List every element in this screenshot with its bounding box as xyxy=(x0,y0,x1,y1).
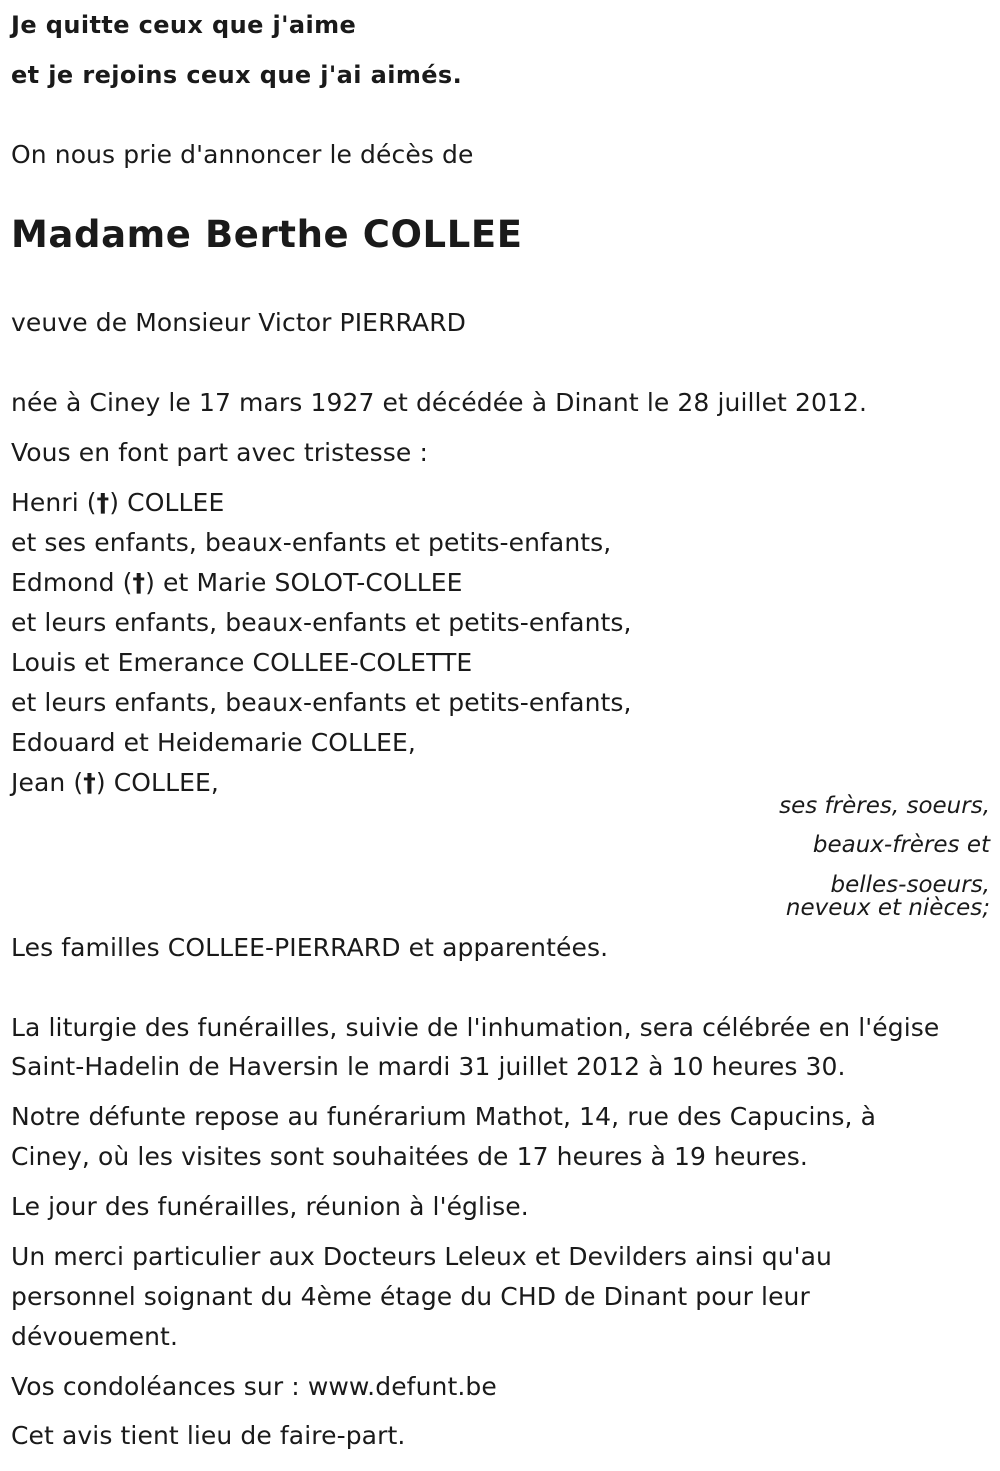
family-line-5: Louis et Emerance COLLEE-COLETTE xyxy=(11,648,473,677)
announcement-intro: On nous prie d'annoncer le décès de xyxy=(11,140,474,169)
epigraph-line-2: et je rejoins ceux que j'ai aimés. xyxy=(11,61,463,89)
liturgy-line-2: Saint-Hadelin de Haversin le mardi 31 juillet 2012 à 10 heures 30. xyxy=(11,1052,846,1081)
thanks-line-3: dévouement. xyxy=(11,1322,178,1351)
cross-icon: † xyxy=(96,488,110,517)
family-edmond-suffix: ) et Marie SOLOT-COLLEE xyxy=(145,568,463,597)
family-line-2: et ses enfants, beaux-enfants et petits-enfants, xyxy=(11,528,612,557)
relation-line-3: belles-soeurs, xyxy=(830,872,990,898)
rest-line-2: Ciney, où les visites sont souhaitées de 17 heures à 19 heures. xyxy=(11,1142,808,1171)
family-line-6: et leurs enfants, beaux-enfants et petits-enfants, xyxy=(11,688,632,717)
condolences-line: Vos condoléances sur : www.defunt.be xyxy=(11,1372,497,1401)
family-line-edmond xyxy=(11,568,463,598)
family-line-henri xyxy=(11,488,224,518)
families-line: Les familles COLLEE-PIERRARD et apparentées. xyxy=(11,933,609,962)
rest-line-1: Notre défunte repose au funérarium Mathot, 14, rue des Capucins, à xyxy=(11,1102,877,1131)
epigraph-line-1: Je quitte ceux que j'aime xyxy=(11,11,357,39)
closing-line: Cet avis tient lieu de faire-part. xyxy=(11,1421,406,1450)
thanks-line-2: personnel soignant du 4ème étage du CHD de Dinant pour leur xyxy=(11,1282,810,1311)
family-henri-prefix: Henri ( xyxy=(11,488,97,517)
cross-icon: † xyxy=(132,568,146,597)
birth-death-line: née à Ciney le 17 mars 1927 et décédée à Dinant le 28 juillet 2012. xyxy=(11,388,868,417)
family-line-jean xyxy=(11,768,219,798)
deceased-name: Madame Berthe COLLEE xyxy=(11,213,523,256)
family-henri-suffix: ) COLLEE xyxy=(109,488,225,517)
family-jean-suffix: ) COLLEE, xyxy=(95,768,219,797)
family-line-4: et leurs enfants, beaux-enfants et petits-enfants, xyxy=(11,608,632,637)
cross-icon: † xyxy=(83,768,96,797)
relation-line-1: ses frères, soeurs, xyxy=(779,793,990,819)
liturgy-line-1: La liturgie des funérailles, suivie de l'inhumation, sera célébrée en l'égise xyxy=(11,1013,940,1042)
thanks-line-1: Un merci particulier aux Docteurs Leleux et Devilders ainsi qu'au xyxy=(11,1242,832,1271)
relation-line-2: beaux-frères et xyxy=(812,832,990,858)
family-intro: Vous en font part avec tristesse : xyxy=(11,438,428,467)
relation-line-4: neveux et nièces; xyxy=(785,895,990,921)
family-edmond-prefix: Edmond ( xyxy=(11,568,133,597)
spouse-line: veuve de Monsieur Victor PIERRARD xyxy=(11,308,467,337)
family-jean-prefix: Jean ( xyxy=(11,768,84,797)
family-line-7: Edouard et Heidemarie COLLEE, xyxy=(11,728,416,757)
meeting-line: Le jour des funérailles, réunion à l'église. xyxy=(11,1192,529,1221)
